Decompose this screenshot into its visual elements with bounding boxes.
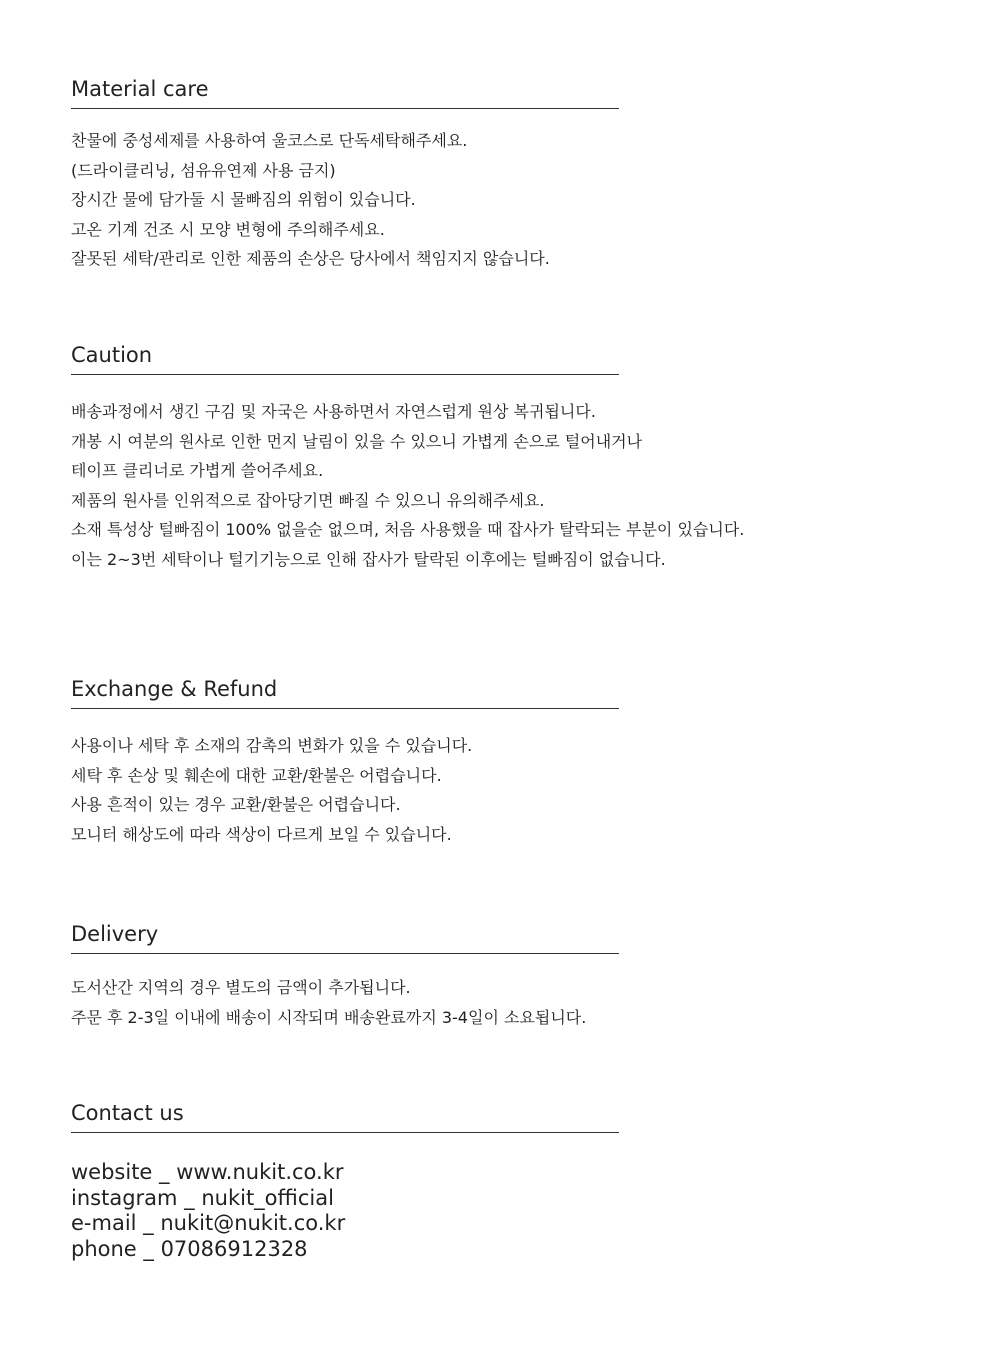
list-item: 배송과정에서 생긴 구김 및 자국은 사용하면서 자연스럽게 원상 복귀됩니다. (71, 402, 596, 421)
email-line: e-mail _ nukit@nukit.co.kr (71, 1211, 346, 1235)
delivery-list (71, 973, 951, 1032)
exchange-refund-section (71, 676, 619, 844)
list-item: 개봉 시 여분의 원사로 인한 먼지 날림이 있을 수 있으니 가볍게 손으로 털어내거나 (71, 431, 643, 451)
list-item: 모니터 해상도에 따라 색상이 다르게 보일 수 있습니다. (71, 824, 452, 844)
list-item: 제품의 원사를 인위적으로 잡아당기면 빠질 수 있으니 유의해주세요. (71, 490, 545, 510)
list-item: 장시간 물에 담가둘 시 물빠짐의 위험이 있습니다. (71, 190, 416, 209)
delivery-section (71, 921, 619, 1027)
caution-section (71, 342, 745, 569)
list-item: 테이프 클리너로 가볍게 쓸어주세요. (71, 461, 324, 480)
caution-heading: Caution (71, 342, 619, 375)
material-care-section (71, 76, 619, 268)
website-line: website _ www.nukit.co.kr (71, 1160, 344, 1184)
phone-line: phone _ 07086912328 (71, 1236, 308, 1261)
list-item: 이는 2~3번 세탁이나 털기기능으로 인해 잡사가 탈락된 이후에는 털빠짐이 없습니다. (71, 549, 666, 569)
instagram-line: instagram _ nukit_official (71, 1185, 334, 1210)
material-care-list (71, 126, 951, 274)
list-item: 세탁 후 손상 및 훼손에 대한 교환/환불은 어렵습니다. (71, 765, 442, 785)
list-item: 사용이나 세탁 후 소재의 감촉의 변화가 있을 수 있습니다. (71, 736, 473, 755)
contact-heading: Contact us (71, 1100, 619, 1133)
caution-list (71, 397, 951, 574)
exchange-refund-list (71, 731, 951, 849)
list-item: 도서산간 지역의 경우 별도의 금액이 추가됩니다. (71, 978, 411, 997)
list-item: 소재 특성상 털빠짐이 100% 없을순 없으며, 처음 사용했을 때 잡사가 탈락되는 부분이 있습니다. (71, 520, 745, 539)
list-item: 사용 흔적이 있는 경우 교환/환불은 어렵습니다. (71, 795, 401, 814)
list-item: (드라이클리닝, 섬유유연제 사용 금지) (71, 160, 336, 180)
material-care-heading: Material care (71, 76, 619, 109)
list-item: 주문 후 2-3일 이내에 배송이 시작되며 배송완료까지 3-4일이 소요됩니다. (71, 1007, 587, 1027)
exchange-refund-heading: Exchange & Refund (71, 676, 619, 709)
list-item: 잘못된 세탁/관리로 인한 제품의 손상은 당사에서 책임지지 않습니다. (71, 249, 550, 268)
contact-section (71, 1100, 619, 1261)
list-item: 찬물에 중성세제를 사용하여 울코스로 단독세탁해주세요. (71, 131, 468, 150)
delivery-heading: Delivery (71, 921, 619, 954)
list-item: 고온 기계 건조 시 모양 변형에 주의해주세요. (71, 219, 385, 239)
contact-list (71, 1160, 951, 1262)
